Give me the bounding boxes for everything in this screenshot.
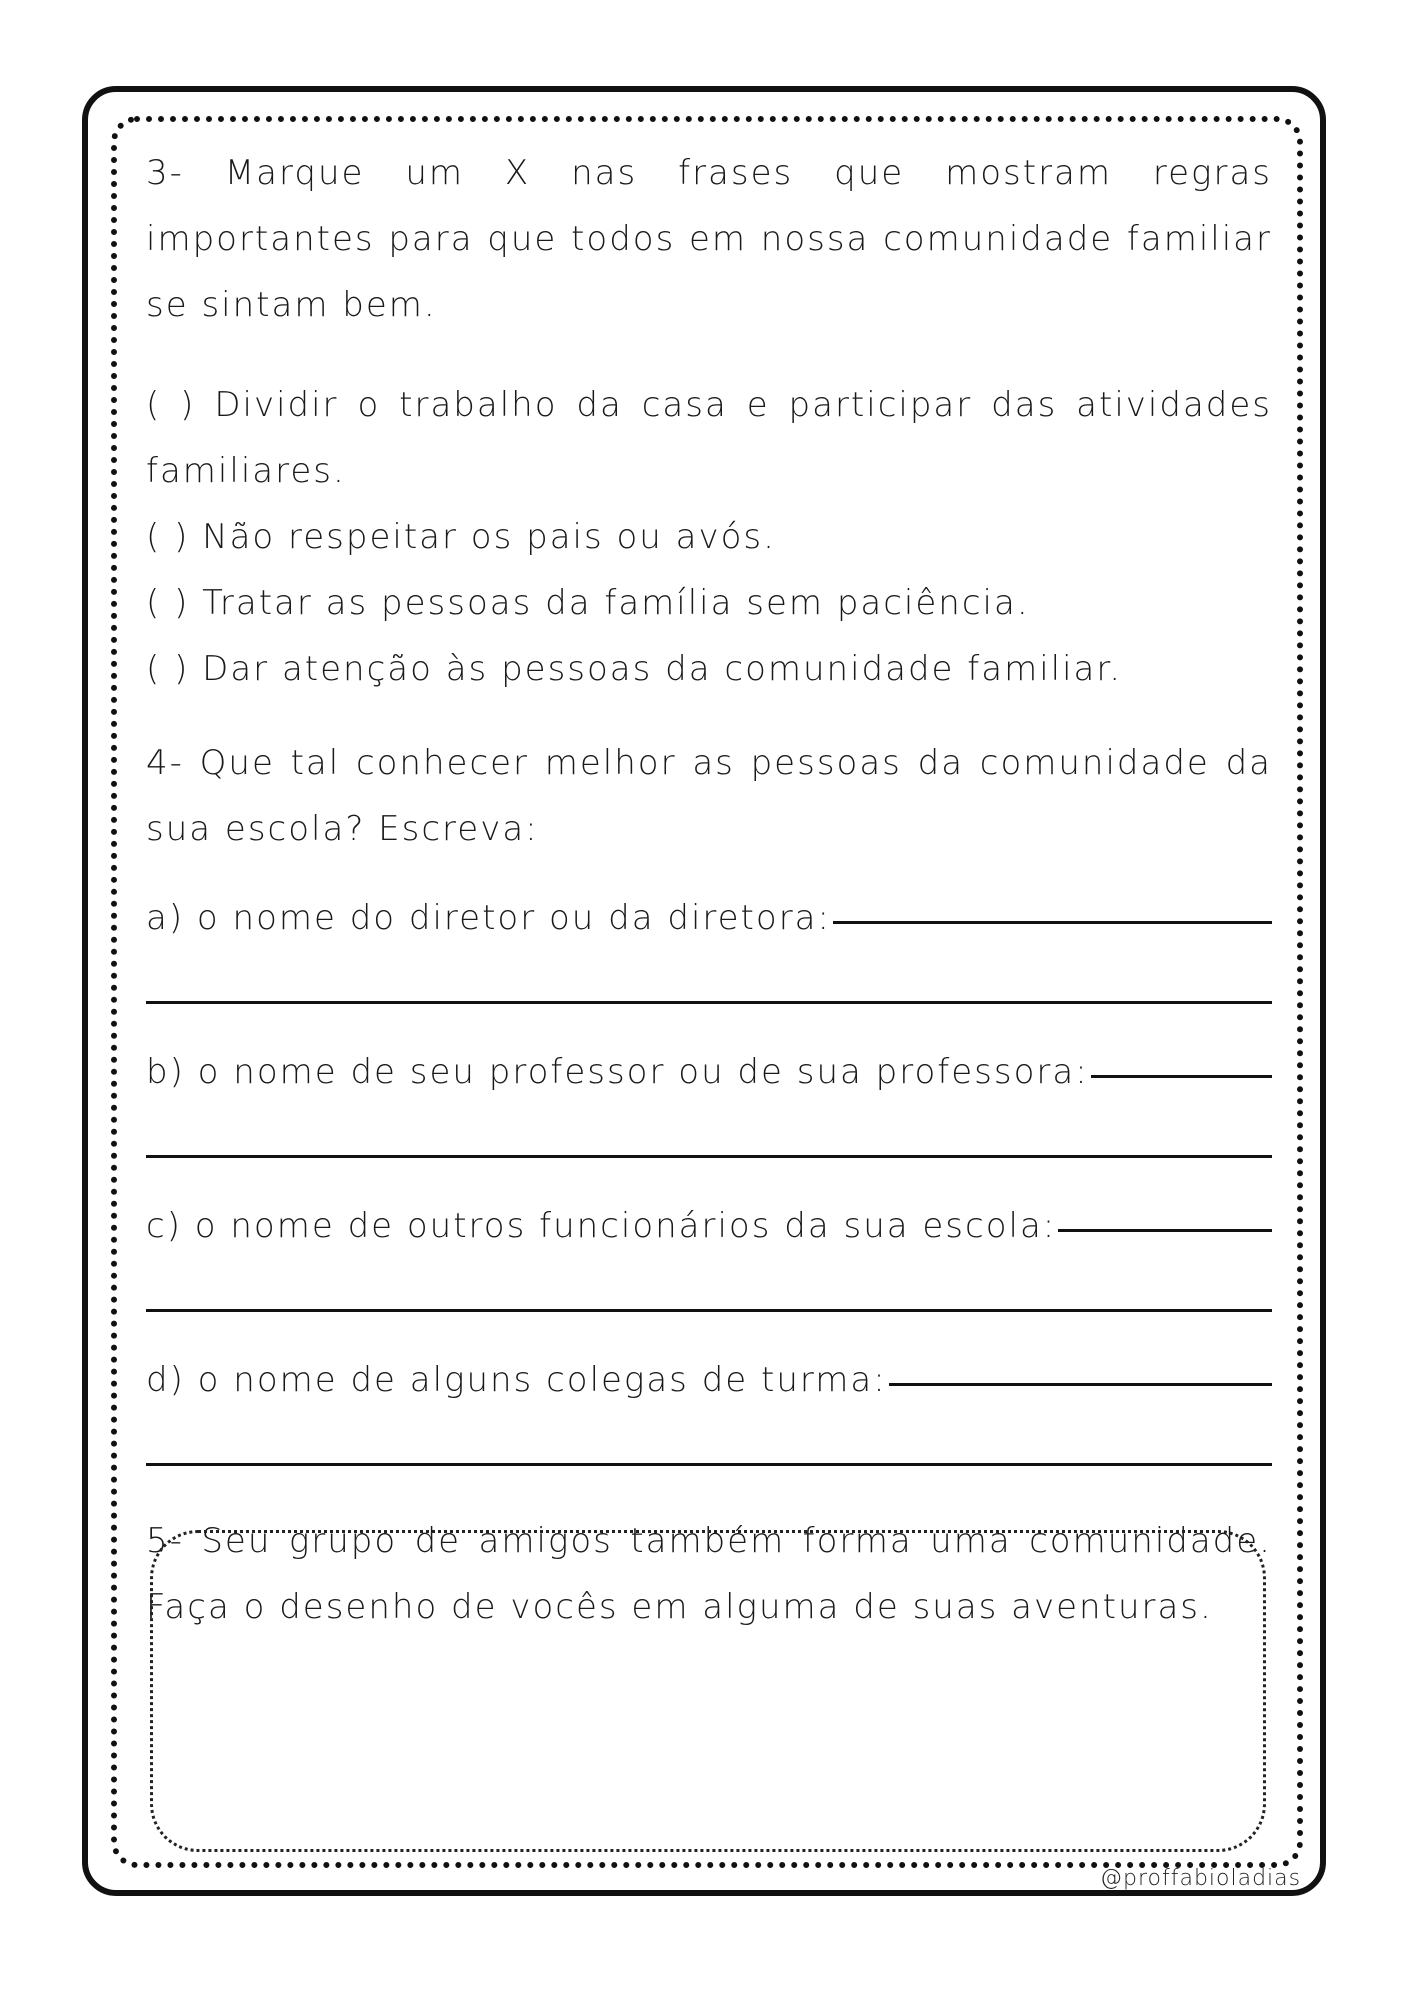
question-3-option-2[interactable]: ( ) Não respeitar os pais ou avós. — [146, 517, 776, 557]
question-3-option-1[interactable]: ( ) Dividir o trabalho da casa e participar das atividades familiares. — [146, 385, 1272, 491]
question-5-prompt: 5- Seu grupo de amigos também forma uma comunidade. Faça o desenho de vocês em alguma de suas aventuras. — [146, 1521, 1272, 1627]
question-4-item-d — [146, 1334, 1272, 1466]
question-4-item-b-label: b) o nome de seu professor ou de sua professora: — [146, 1052, 1089, 1092]
answer-line-b-1[interactable] — [1091, 1075, 1272, 1078]
answer-line-d-1[interactable] — [889, 1383, 1272, 1386]
question-4-item-c — [146, 1180, 1272, 1312]
answer-line-a-2[interactable] — [146, 938, 1272, 1004]
question-4-item-c-label: c) o nome de outros funcionários da sua escola: — [146, 1206, 1057, 1246]
question-3-prompt: 3- Marque um X nas frases que mostram regras importantes para que todos em nossa comunidade familiar se sintam bem. — [146, 153, 1272, 325]
question-4-item-d-label: d) o nome de alguns colegas de turma: — [146, 1360, 887, 1400]
answer-line-a-1[interactable] — [833, 921, 1272, 924]
question-4-item-a-label: a) o nome do diretor ou da diretora: — [146, 898, 831, 938]
worksheet-content — [146, 140, 1272, 1640]
answer-line-c-1[interactable] — [1058, 1229, 1272, 1232]
answer-line-c-2[interactable] — [146, 1246, 1272, 1312]
question-4-prompt: 4- Que tal conhecer melhor as pessoas da comunidade da sua escola? Escreva: — [146, 743, 1272, 849]
answer-line-d-2[interactable] — [146, 1400, 1272, 1466]
question-3-option-4[interactable]: ( ) Dar atenção às pessoas da comunidade familiar. — [146, 649, 1123, 689]
drawing-area[interactable] — [150, 1530, 1266, 1852]
question-4-item-b — [146, 1026, 1272, 1158]
answer-line-b-2[interactable] — [146, 1092, 1272, 1158]
question-3-option-3[interactable]: ( ) Tratar as pessoas da família sem paciência. — [146, 583, 1030, 623]
question-4-item-a — [146, 872, 1272, 1004]
author-credit: @proffabioladias — [1100, 1866, 1302, 1891]
